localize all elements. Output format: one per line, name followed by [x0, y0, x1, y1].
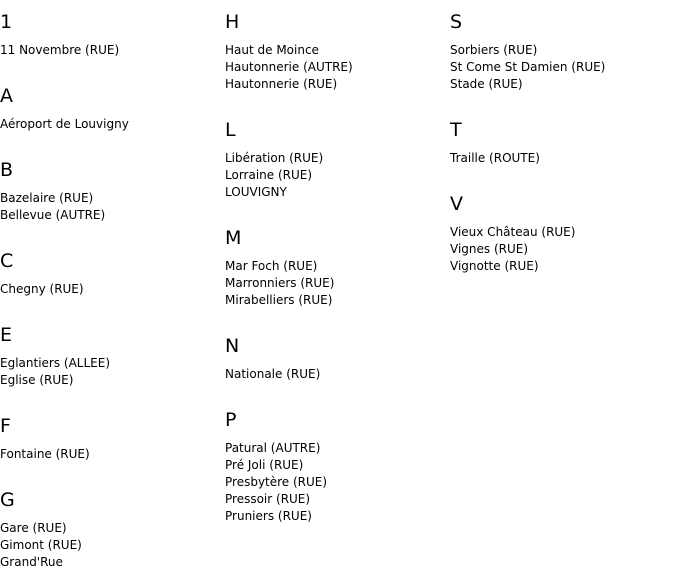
street-link[interactable]: Presbytère (RUE)	[225, 475, 328, 489]
street-link[interactable]: Bellevue (AUTRE)	[0, 208, 106, 222]
letter-heading: C	[0, 250, 14, 272]
street-link[interactable]: Eglise (RUE)	[0, 373, 74, 387]
letter-group-m	[225, 227, 450, 309]
street-link[interactable]: LOUVIGNY	[225, 185, 287, 199]
letter-heading: T	[450, 119, 462, 141]
letter-group-g	[0, 489, 225, 571]
street-link[interactable]: Vignotte (RUE)	[450, 259, 539, 273]
street-link[interactable]: Vignes (RUE)	[450, 242, 529, 256]
street-link[interactable]: Gare (RUE)	[0, 521, 67, 535]
street-link[interactable]: Grand'Rue	[0, 555, 63, 569]
street-link[interactable]: Chegny (RUE)	[0, 282, 84, 296]
street-link[interactable]: Mirabelliers (RUE)	[225, 293, 333, 307]
street-link[interactable]: Marronniers (RUE)	[225, 276, 335, 290]
street-link[interactable]: Sorbiers (RUE)	[450, 43, 538, 57]
street-link[interactable]: Lorraine (RUE)	[225, 168, 313, 182]
street-link[interactable]: Nationale (RUE)	[225, 367, 321, 381]
street-link[interactable]: St Come St Damien (RUE)	[450, 60, 606, 74]
letter-heading: P	[225, 409, 237, 431]
letter-group-n	[225, 335, 450, 383]
letter-group-a	[0, 85, 225, 133]
street-link[interactable]: Hautonnerie (AUTRE)	[225, 60, 353, 74]
street-link[interactable]: Stade (RUE)	[450, 77, 523, 91]
letter-heading: F	[0, 415, 11, 437]
letter-heading: A	[0, 85, 13, 107]
letter-heading: S	[450, 11, 463, 33]
street-link[interactable]: Pruniers (RUE)	[225, 509, 312, 523]
street-link[interactable]: Libération (RUE)	[225, 151, 324, 165]
street-link[interactable]: Pré Joli (RUE)	[225, 458, 304, 472]
letter-group-h	[225, 11, 450, 93]
street-link[interactable]: Traille (ROUTE)	[450, 151, 540, 165]
street-link[interactable]: Bazelaire (RUE)	[0, 191, 94, 205]
street-link[interactable]: 11 Novembre (RUE)	[0, 43, 120, 57]
letter-heading: 1	[0, 11, 13, 33]
street-link[interactable]: Gimont (RUE)	[0, 538, 82, 552]
street-link[interactable]: Haut de Moince	[225, 43, 319, 57]
letter-group-s	[450, 11, 675, 93]
letter-heading: V	[450, 193, 463, 215]
letter-group-b	[0, 159, 225, 224]
letter-heading: B	[0, 159, 14, 181]
letter-heading: L	[225, 119, 236, 141]
letter-group-l	[225, 119, 450, 201]
letter-heading: M	[225, 227, 242, 249]
street-link[interactable]: Mar Foch (RUE)	[225, 259, 318, 273]
street-link[interactable]: Patural (AUTRE)	[225, 441, 321, 455]
letter-group-t	[450, 119, 675, 167]
street-link[interactable]: Aéroport de Louvigny	[0, 117, 129, 131]
street-link[interactable]: Fontaine (RUE)	[0, 447, 90, 461]
street-link[interactable]: Pressoir (RUE)	[225, 492, 311, 506]
street-link[interactable]: Eglantiers (ALLEE)	[0, 356, 111, 370]
letter-heading: G	[0, 489, 15, 511]
letter-group-c	[0, 250, 225, 298]
letter-heading: N	[225, 335, 240, 357]
street-link[interactable]: Vieux Château (RUE)	[450, 225, 576, 239]
letter-heading: H	[225, 11, 240, 33]
letter-group-p	[225, 409, 450, 525]
street-link[interactable]: Hautonnerie (RUE)	[225, 77, 338, 91]
letter-group-e	[0, 324, 225, 389]
letter-group-1	[0, 11, 225, 59]
letter-heading: E	[0, 324, 13, 346]
letter-group-f	[0, 415, 225, 463]
letter-group-v	[450, 193, 675, 275]
